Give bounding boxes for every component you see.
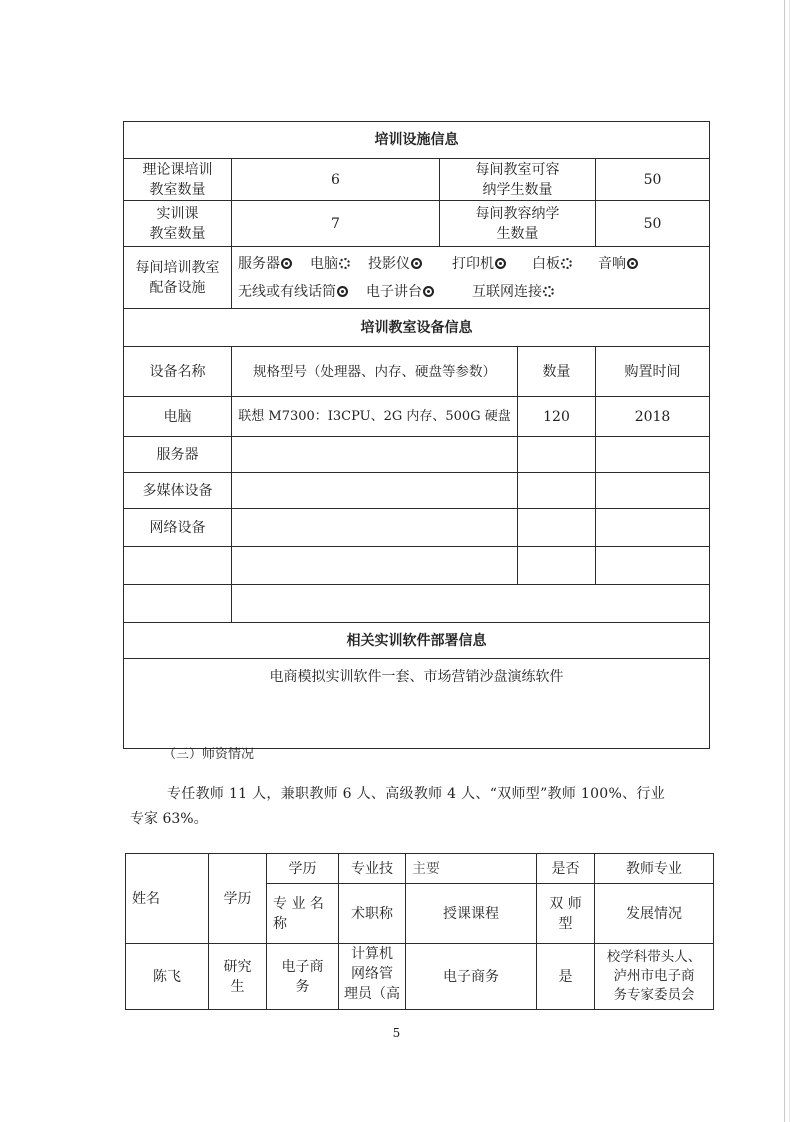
staff-paragraph-line2: 专家 63%。 [130,811,208,827]
equip-projector: 投影仪 [368,254,422,274]
device-cell: 服务器 [124,437,232,473]
empty-merged-cell [232,585,710,623]
practice-capacity-label: 每间教容纳学 生数量 [440,201,596,247]
spec-cell [232,437,518,473]
practice-classroom-label: 实训课 教室数量 [124,201,232,247]
teacher-table [125,853,714,1010]
col-quantity: 数量 [518,347,596,397]
practice-classroom-count: 7 [232,201,440,247]
filled-circle-icon [411,258,422,269]
quantity-cell [518,547,596,585]
col-dev-bottom: 发展情况 [595,884,714,944]
spec-cell [232,509,518,547]
filled-circle-icon [627,258,638,269]
col-degree-top: 学历 [267,854,339,884]
gear-circle-icon [339,258,350,269]
quantity-cell [518,509,596,547]
quantity-cell [518,473,596,509]
theory-capacity-value: 50 [596,159,710,201]
equip-computer: 电脑 [310,254,350,274]
device-cell: 网络设备 [124,509,232,547]
teacher-title: 计算机 网络管 理员（高 [339,944,406,1010]
filled-circle-icon [337,286,348,297]
col-education: 学历 [209,854,267,944]
spec-cell [232,547,518,585]
col-dev-top: 教师专业 [595,854,714,884]
device-cell: 电脑 [124,397,232,437]
theory-capacity-label: 每间教室可容 纳学生数量 [440,159,596,201]
equipment-list [232,247,710,309]
teacher-name: 陈飞 [126,944,209,1010]
col-major-top: 专业技 [339,854,406,884]
purchase-time-cell [596,437,710,473]
gear-circle-icon [543,286,554,297]
equip-printer: 打印机 [452,254,506,274]
equip-internet: 互联网连接 [472,282,554,302]
spec-cell: 联想 M7300：I3CPU、2G 内存、500G 硬盘 [232,397,518,437]
col-purchase-time: 购置时间 [596,347,710,397]
equip-microphone: 无线或有线话筒 [238,282,348,302]
equip-speaker: 音响 [598,254,638,274]
filled-circle-icon [495,258,506,269]
device-cell [124,585,232,623]
purchase-time-cell: 2018 [596,397,710,437]
col-dual-top: 是否 [537,854,595,884]
facilities-table [123,121,710,749]
equip-whiteboard: 白板 [532,254,572,274]
software-text: 电商模拟实训软件一套、市场营销沙盘演练软件 [269,669,564,685]
teacher-development: 校学科带头人、 泸州市电子商 务专家委员会 [595,944,714,1010]
filled-circle-icon [281,258,292,269]
practice-capacity-value: 50 [596,201,710,247]
purchase-time-cell [596,547,710,585]
scan-edge-line [784,0,785,1122]
col-course-bottom: 授课课程 [406,884,537,944]
col-major-bottom: 术职称 [339,884,406,944]
page-number: 5 [392,1026,401,1040]
col-course-top: 主要 [406,854,537,884]
equip-podium: 电子讲台 [366,282,434,302]
software-title: 相关实训软件部署信息 [124,623,710,659]
teacher-dual: 是 [537,944,595,1010]
facilities-title: 培训设施信息 [124,122,710,159]
theory-classroom-label: 理论课培训 教室数量 [124,159,232,201]
quantity-cell [518,437,596,473]
col-device-name: 设备名称 [124,347,232,397]
filled-circle-icon [423,286,434,297]
device-cell [124,547,232,585]
col-dual-bottom: 双 师 型 [537,884,595,944]
software-content [124,659,710,749]
gear-circle-icon [561,258,572,269]
equipment-table-title: 培训教室设备信息 [124,309,710,347]
teacher-education: 研究 生 [209,944,267,1010]
section-heading: （三）师资情况 [163,747,255,762]
col-degree-bottom: 专 业 名 称 [267,884,339,944]
col-spec: 规格型号（处理器、内存、硬盘等参数） [232,347,518,397]
scan-edge-line-outer [789,0,790,1122]
purchase-time-cell [596,509,710,547]
equip-server: 服务器 [238,254,292,274]
equipment-label: 每间培训教室 配备设施 [124,247,232,309]
teacher-degree: 电子商 务 [267,944,339,1010]
staff-paragraph-line1: 专任教师 11 人，兼职教师 6 人、高级教师 4 人、“双师型”教师 100%、行业 [167,786,666,802]
device-cell: 多媒体设备 [124,473,232,509]
theory-classroom-count: 6 [232,159,440,201]
purchase-time-cell [596,473,710,509]
teacher-course: 电子商务 [406,944,537,1010]
col-name: 姓名 [126,854,209,944]
quantity-cell: 120 [518,397,596,437]
spec-cell [232,473,518,509]
